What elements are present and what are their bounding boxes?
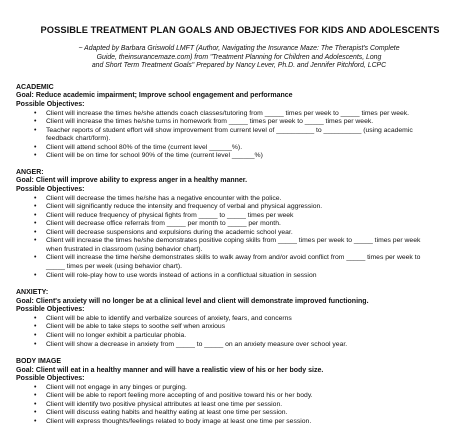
section-goal: Goal: Client will improve ability to express anger in a healthy manner. (16, 177, 248, 185)
objective-item: • Client will decrease office referrals from _____ per month to _____ per month. (34, 220, 464, 229)
section-academic (16, 84, 464, 161)
attribution-line: and Short Term Treatment Goals" Prepared by Nancy Lever, Ph.D. and Jennifer Pitchford, LCPC (91, 62, 387, 70)
objective-item: • Client will be able to report feeling more accepting of and positive toward his or her body. (34, 392, 464, 401)
objective-item: • Client will decrease suspensions and expulsions during the academic school year. (34, 229, 464, 238)
objective-item: • Client will significantly reduce the intensity and frequency of verbal and physical aggression. (34, 203, 464, 212)
section-heading: BODY IMAGE (16, 358, 61, 366)
attribution (54, 45, 424, 71)
objective-item: • Client will show a decrease in anxiety from _____ to _____ on an anxiety measure over school year. (34, 341, 464, 350)
section-goal: Goal: Client's anxiety will no longer be at a clinical level and client will demonstrate improved functioning. (16, 297, 369, 305)
objective-item: • Client will be able to take steps to soothe self when anxious (34, 323, 464, 332)
objective-item: • Client will be on time for school 90% of the time (current level ______%) (34, 152, 464, 161)
objective-item: • Client will increase the times he/she turns in homework from _____ times per week to _____ times per week. (34, 118, 464, 127)
section-heading: ACADEMIC (16, 83, 54, 91)
objectives-list (16, 315, 464, 349)
objective-item: • Client will role-play how to use words instead of actions in a conflictual situation in session (34, 272, 464, 281)
objectives-label: Possible Objectives: (16, 186, 85, 194)
document-title: POSSIBLE TREATMENT PLAN GOALS AND OBJECTIVES FOR KIDS AND ADOLESCENTS (40, 25, 440, 35)
objective-item: • Client will discuss eating habits and healthy eating at least one time per session. (34, 409, 464, 418)
objectives-label: Possible Objectives: (16, 375, 85, 383)
objective-item: • Client will increase the time he/she demonstrates skills to walk away from and/or avoid conflict from _____ times per week to _____ times per week (using behavior chart). (34, 254, 464, 271)
section-goal: Goal: Client will eat in a healthy manner and will have a realistic view of his or her body size. (16, 366, 324, 374)
objective-item: • Client will be able to identify and verbalize sources of anxiety, fears, and concerns (34, 315, 464, 324)
section-anxiety (16, 289, 464, 349)
objective-item: • Client will attend school 80% of the time (current level ______%). (34, 144, 464, 153)
objectives-label: Possible Objectives: (16, 306, 85, 314)
section-body-image (16, 358, 464, 427)
objectives-list (16, 110, 464, 161)
objective-item: • Client will not engage in any binges or purging. (34, 384, 464, 393)
section-anger (16, 169, 464, 280)
objective-item: • Client will decrease the times he/she has a negative encounter with the police. (34, 195, 464, 204)
objective-item: • Client will reduce frequency of physical fights from _____ to _____ times per week (34, 212, 464, 221)
section-heading: ANGER: (16, 168, 44, 176)
objectives-list (16, 384, 464, 427)
section-heading: ANXIETY: (16, 289, 49, 297)
objectives-list (16, 195, 464, 280)
objectives-label: Possible Objectives: (16, 100, 85, 108)
objective-item: • Teacher reports of student effort will show improvement from current level of __________ to __________ (using academic feedback chart/form). (34, 127, 464, 144)
objective-item: • Client will increase the times he/she attends coach classes/tutoring from _____ times per week to _____ times per week. (34, 110, 464, 119)
objective-item: • Client will increase the times he/she demonstrates positive coping skills from _____ times per week to _____ times per week when frustrated in classroom (using behavior chart). (34, 237, 464, 254)
attribution-line: Guide, theinsurancemaze.com) from "Treatment Planning for Children and Adolescents, Long (96, 53, 382, 61)
objective-item: • Client will identify two positive physical attributes at least one time per session. (34, 401, 464, 410)
objective-item: • Client will express thoughts/feelings related to body image at least one time per session. (34, 418, 464, 427)
attribution-line: ~ Adapted by Barbara Griswold LMFT (Author, Navigating the Insurance Maze: The Therapist's Complete (78, 45, 400, 52)
objective-item: • Client will no longer exhibit a particular phobia. (34, 332, 464, 341)
section-goal: Goal: Reduce academic impairment; Improve school engagement and performance (16, 92, 293, 100)
